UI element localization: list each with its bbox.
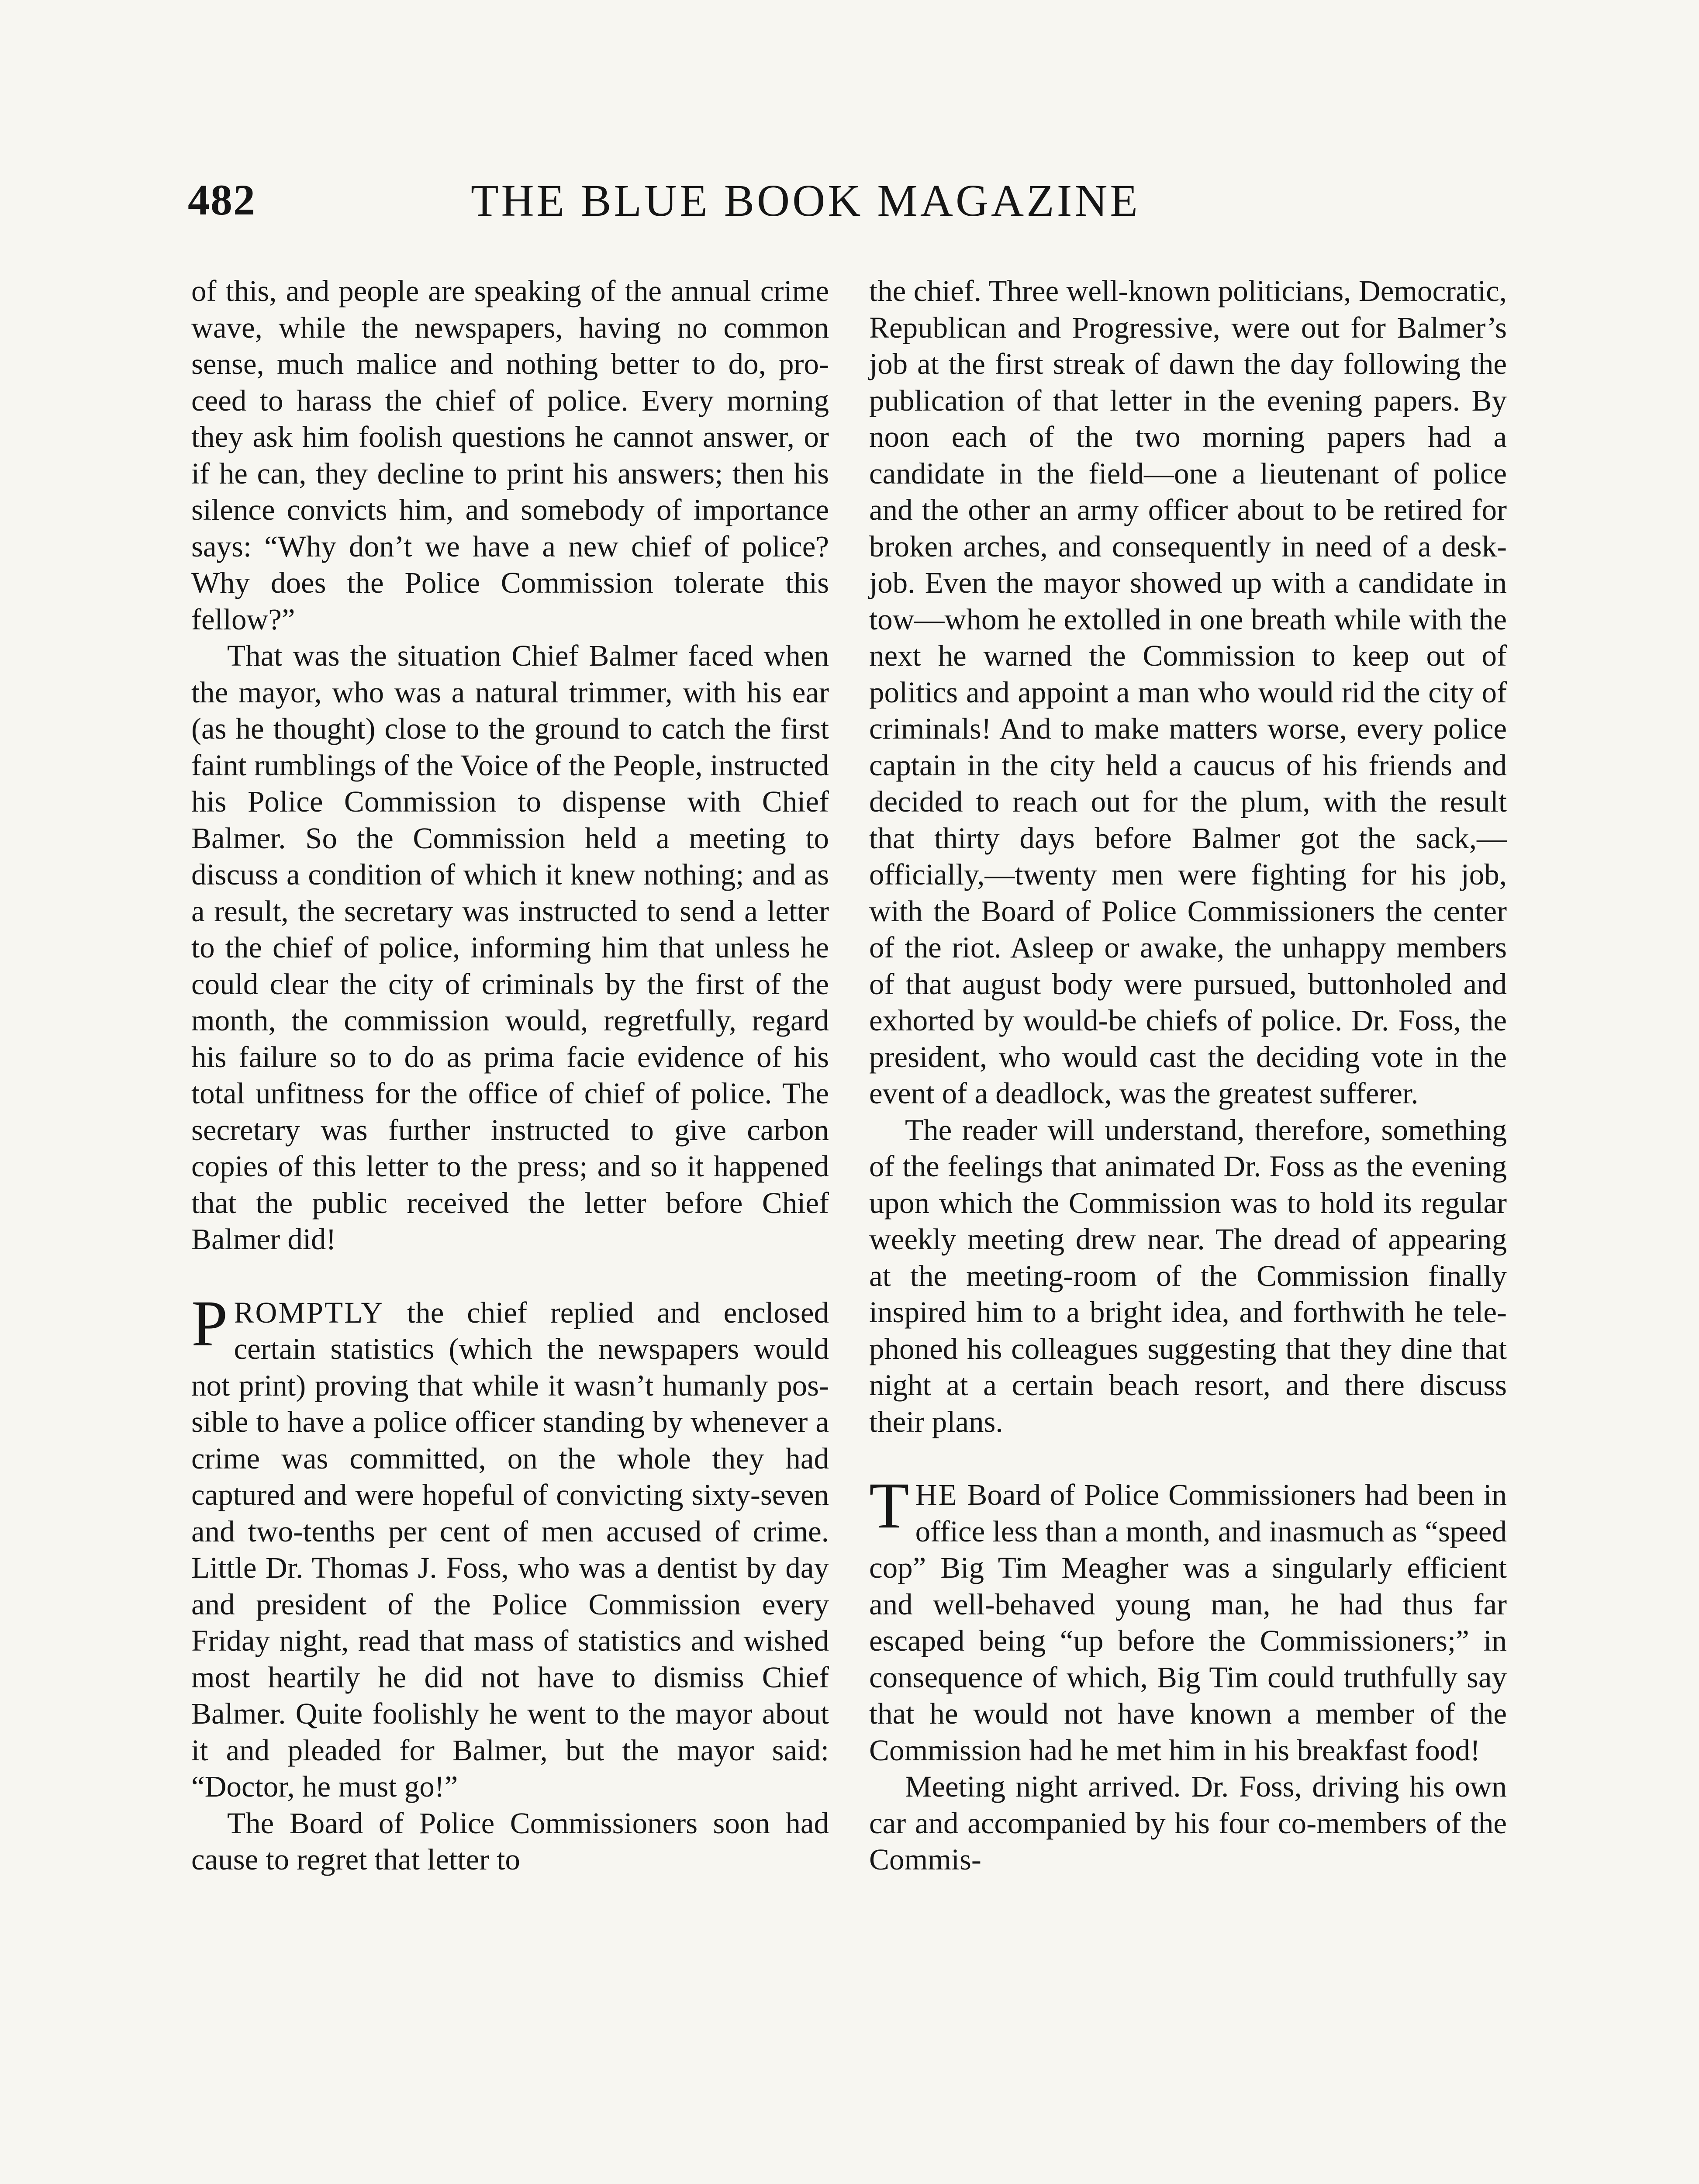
- left-column: [191, 273, 829, 1878]
- paragraph-text: the chief replied and enclosed certain statistics (which the newspapers would not print) proving that while it wasn’t humanly possible to have a police officer standing by whenever a crime was committed, on the whole they had captured and were hopeful of convicting sixty-seven and two-tenths per cent of men accused of crime. Little Dr. Thomas J. Foss, who was a dentist by day and president of the Police Commission every Friday night, read that mass of statistics and wished most heartily he did not have to dismiss Chief Balmer. Quite foolishly he went to the mayor about it and pleaded for Balmer, but the mayor said: “Doctor, he must go!”: [191, 1296, 829, 1803]
- section-paragraph: [191, 1287, 829, 1805]
- paragraph: of this, and people are speaking of the annual crime wave, while the newspapers, having no common sense, much malice and nothing better to do, proceed to harass the chief of police. Every morning they ask him foolish questions he cannot answer, or if he can, they decline to print his answers; then his silence convicts him, and somebody of importance says: “Why don’t we have a new chief of police? Why does the Police Commission tolerate this fellow?”: [191, 274, 829, 636]
- paragraph: The reader will understand, therefore, something of the feelings that animated Dr. Foss as the evening upon which the Commission was to hold its regular weekly meeting drew near. The dread of appearing at the meeting-room of the Commission finally inspired him to a bright idea, and forthwith he telephoned his colleagues suggesting that they dine that night at a certain beach resort, and there discuss their plans.: [869, 1113, 1507, 1438]
- paragraph: That was the situation Chief Balmer faced when the mayor, who was a natural trimmer, with his ear (as he thought) close to the ground to catch the first faint rumblings of the Voice of the People, instructed his Police Commission to dispense with Chief Balmer. So the Commission held a meeting to discuss a condition of which it knew nothing; and as a result, the secretary was instructed to send a letter to the chief of police, informing him that unless he could clear the city of criminals by the first of the month, the commission would, regretfully, regard his failure so to do as prima facie evidence of his total unfitness for the office of chief of police. The secretary was further instructed to give carbon copies of this letter to the press; and so it happened that the public received the letter before Chief Balmer did!: [191, 639, 829, 1256]
- paragraph: Meeting night arrived. Dr. Foss, driving his own car and accompanied by his four co-members of the Commis-: [869, 1770, 1507, 1876]
- drop-cap: T: [869, 1469, 909, 1542]
- lead-word: ROMPTLY: [234, 1296, 384, 1329]
- right-column: [869, 273, 1507, 1878]
- paragraph-text: Board of Police Commissioners had been in office less than a month, and inasmuch as “speed cop” Big Tim Meagher was a singularly efficient and well-behaved young man, he had thus far escaped being “up before the Commissioners;” in consequence of which, Big Tim could truthfully say that he would not have known a member of the Commission had he met him in his breakfast food!: [869, 1478, 1507, 1767]
- section-paragraph: [869, 1469, 1507, 1769]
- paragraph: The Board of Police Commissioners soon had cause to regret that letter to: [191, 1806, 829, 1876]
- running-header: [188, 166, 1227, 253]
- magazine-title: THE BLUE BOOK MAGAZINE: [471, 176, 1140, 226]
- page-number: 482: [188, 176, 256, 224]
- paragraph: the chief. Three well-known politicians, Democratic, Republican and Progressive, were out for Balmer’s job at the first streak of dawn the day following the publication of that letter in the evening papers. By noon each of the two morning papers had a candidate in the field—one a lieutenant of police and the other an army officer about to be retired for broken arches, and consequently in need of a desk-job. Even the mayor showed up with a candidate in tow—whom he extolled in one breath while with the next he warned the Commission to keep out of politics and appoint a man who would rid the city of criminals! And to make matters worse, every police captain in the city held a caucus of his friends and decided to reach out for the plum, with the result that thirty days before Balmer got the sack,—officially,—twenty men were fighting for his job, with the Board of Police Commissioners the center of the riot. Asleep or awake, the unhappy members of that august body were pursued, buttonholed and exhorted by would-be chiefs of police. Dr. Foss, the president, who would cast the deciding vote in the event of a deadlock, was the greatest sufferer.: [869, 274, 1507, 1110]
- drop-cap: P: [191, 1287, 228, 1360]
- lead-word: HE: [915, 1478, 958, 1511]
